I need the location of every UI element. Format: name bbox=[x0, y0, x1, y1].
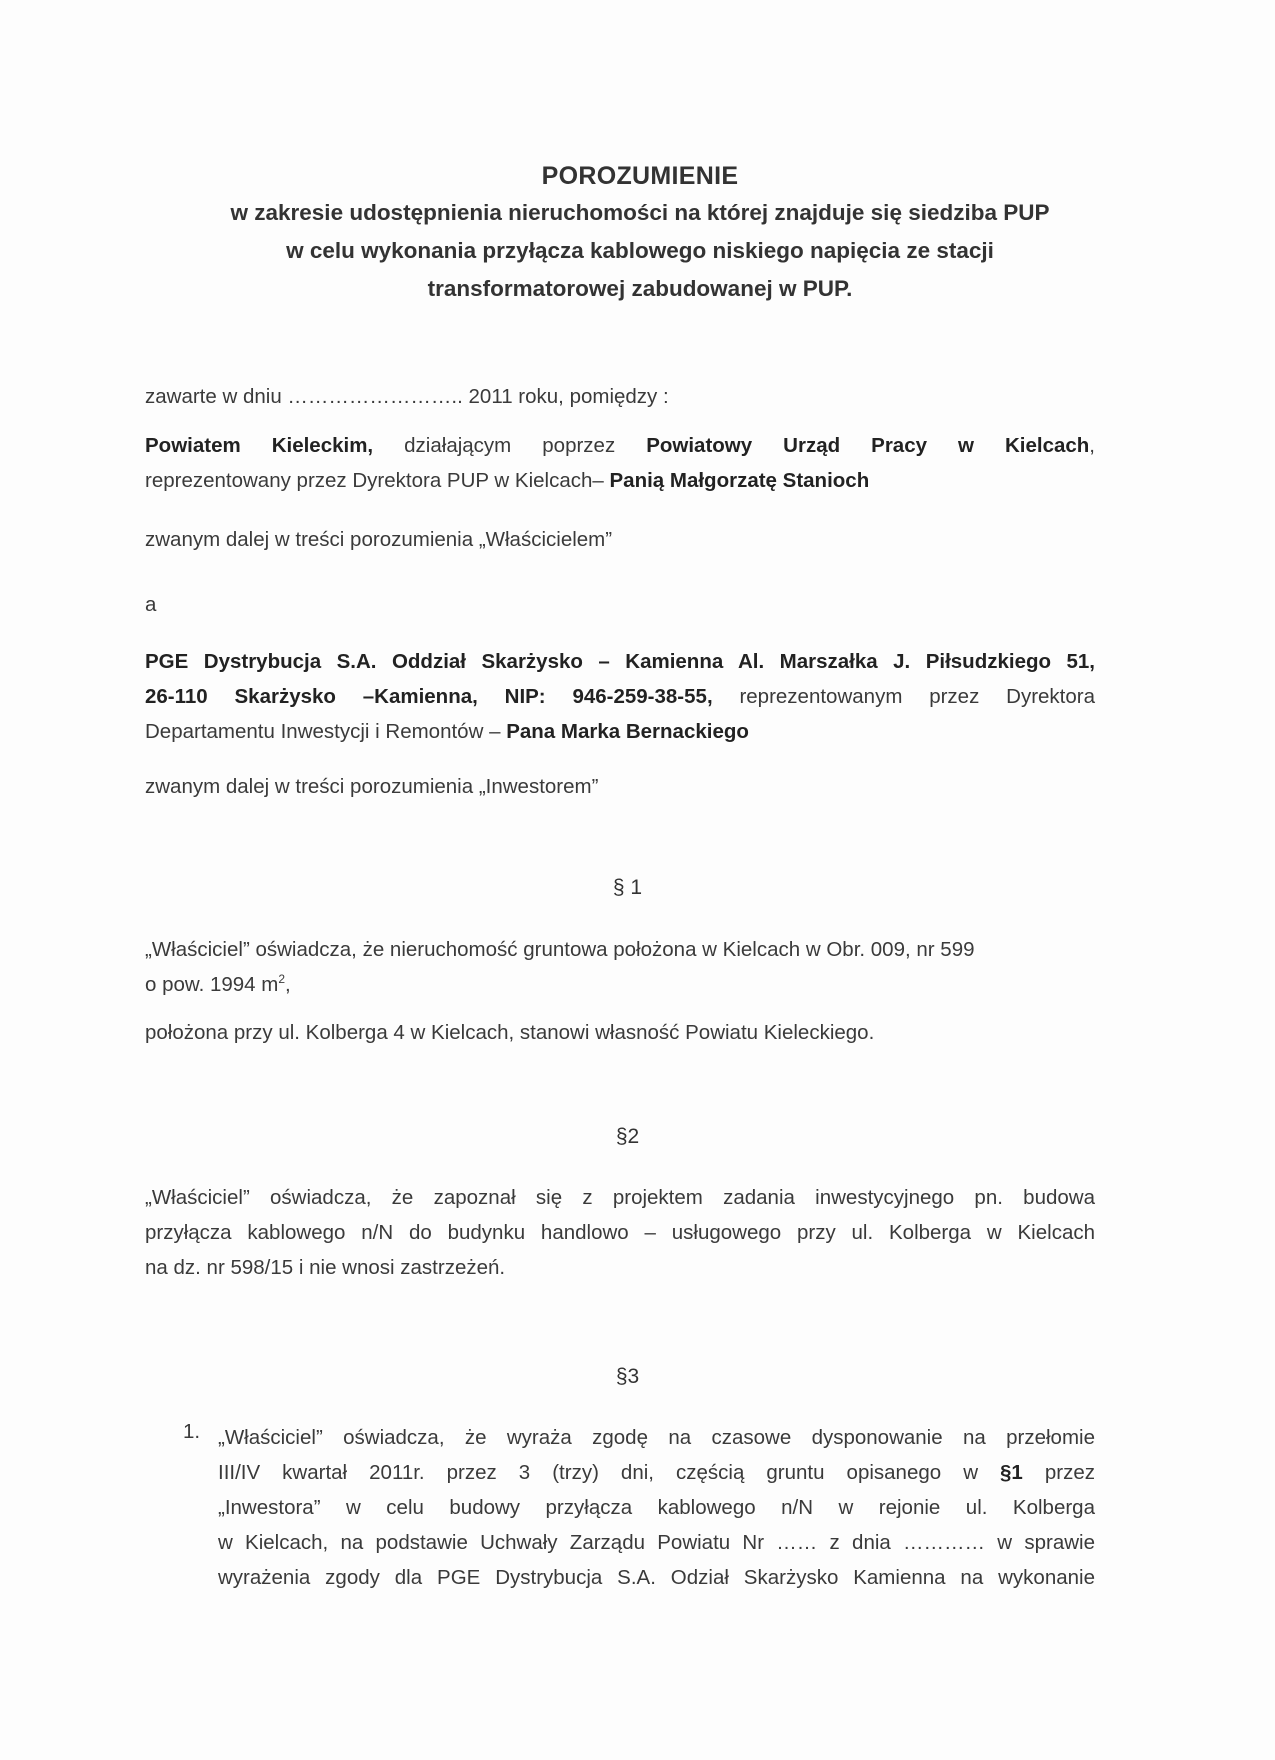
section-3-heading: §3 bbox=[615, 1365, 640, 1388]
section-1-line-2 bbox=[145, 967, 1095, 1002]
party-1-comma: , bbox=[1089, 434, 1095, 457]
section-3-paragraph-ref: §1 bbox=[1000, 1461, 1023, 1484]
section-3-item-number: 1. bbox=[183, 1420, 201, 1443]
party-2-text-2: Departamentu Inwestycji i Remontów – bbox=[145, 720, 507, 743]
section-3-item-1 bbox=[218, 1420, 1095, 1595]
section-2-heading: §2 bbox=[615, 1125, 640, 1148]
section-3-line-3: „Inwestora” w celu budowy przyłącza kablowego n/N w rejonie ul. Kolberga bbox=[218, 1496, 1095, 1519]
party-2 bbox=[145, 644, 1095, 749]
investor-definition bbox=[145, 769, 1095, 804]
section-2-line-2: przyłącza kablowego n/N do budynku handlowo – usługowego przy ul. Kolberga w Kielcach bbox=[145, 1221, 1095, 1244]
section-3-line-4: w Kielcach, na podstawie Uchwały Zarządu Powiatu Nr …… z dnia ………… w sprawie bbox=[218, 1531, 1095, 1554]
party-2-line-2 bbox=[145, 679, 1095, 714]
section-3-line-2 bbox=[218, 1455, 1095, 1490]
section-1-area-superscript: 2 bbox=[278, 972, 286, 987]
section-3-line-2-a: III/IV kwartał 2011r. przez 3 (trzy) dni, częścią gruntu opisanego w bbox=[218, 1461, 1001, 1484]
section-1-area: o pow. 1994 m bbox=[145, 973, 279, 996]
section-3-line-5: wyrażenia zgody dla PGE Dystrybucja S.A. Odział Skarżysko Kamienna na wykonanie bbox=[218, 1566, 1095, 1589]
document-title bbox=[140, 158, 1140, 308]
party-2-text-1: reprezentowanym przez Dyrektora bbox=[712, 685, 1096, 708]
party-2-name-address: PGE Dystrybucja S.A. Oddział Skarżysko – Kamienna Al. Marszałka J. Piłsudzkiego 51, bbox=[145, 650, 1095, 673]
section-2-body bbox=[145, 1180, 1095, 1285]
intro-line bbox=[145, 379, 1095, 414]
party-1-line-1 bbox=[145, 428, 1095, 463]
section-1-line-3: położona przy ul. Kolberga 4 w Kielcach, stanowi własność Powiatu Kieleckiego. bbox=[145, 1021, 875, 1044]
title-main: POROZUMIENIE bbox=[541, 162, 739, 190]
party-2-postal-nip: 26-110 Skarżysko –Kamienna, NIP: 946-259-38-55, bbox=[145, 685, 713, 708]
title-line-1: w zakresie udostępnienia nieruchomości na której znajduje się siedziba PUP bbox=[230, 200, 1050, 225]
section-1-body bbox=[145, 932, 1095, 1002]
section-1-area-end: , bbox=[285, 973, 291, 996]
investor-definition-text: zwanym dalej w treści porozumienia „Inwestorem” bbox=[145, 775, 599, 798]
conjunction-text: a bbox=[145, 593, 157, 616]
party-1 bbox=[145, 428, 1095, 498]
owner-definition bbox=[145, 522, 1095, 557]
party-1-text-1: działającym poprzez bbox=[373, 434, 647, 457]
section-3-line-2-c: przez bbox=[1022, 1461, 1096, 1484]
party-2-representative: Pana Marka Bernackiego bbox=[506, 720, 749, 743]
party-1-name: Powiatem Kieleckim, bbox=[145, 434, 374, 457]
section-2-line-3: na dz. nr 598/15 i nie wnosi zastrzeżeń. bbox=[145, 1256, 506, 1279]
section-1-heading: § 1 bbox=[612, 876, 643, 899]
section-1-line-1: „Właściciel” oświadcza, że nieruchomość gruntowa położona w Kielcach w Obr. 009, nr 599 bbox=[145, 938, 975, 961]
party-1-representative: Panią Małgorzatę Stanioch bbox=[609, 469, 870, 492]
party-1-office: Powiatowy Urząd Pracy w Kielcach bbox=[646, 434, 1090, 457]
title-line-2: w celu wykonania przyłącza kablowego niskiego napięcia ze stacji bbox=[286, 238, 994, 263]
party-2-line-1 bbox=[145, 644, 1095, 679]
conjunction bbox=[145, 587, 1095, 622]
party-1-line-2 bbox=[145, 463, 1095, 498]
party-2-line-3 bbox=[145, 714, 1095, 749]
title-line-3: transformatorowej zabudowanej w PUP. bbox=[427, 276, 853, 301]
section-2-line-1: „Właściciel” oświadcza, że zapoznał się z projektem zadania inwestycyjnego pn. budowa bbox=[145, 1186, 1095, 1209]
owner-definition-text: zwanym dalej w treści porozumienia „Właścicielem” bbox=[145, 528, 613, 551]
intro-text: zawarte w dniu …………………….. 2011 roku, pomiędzy : bbox=[145, 385, 669, 408]
party-1-text-2: reprezentowany przez Dyrektora PUP w Kielcach– bbox=[145, 469, 610, 492]
section-3-line-1: „Właściciel” oświadcza, że wyraża zgodę na czasowe dysponowanie na przełomie bbox=[218, 1426, 1095, 1449]
section-1-location bbox=[145, 1015, 1095, 1050]
